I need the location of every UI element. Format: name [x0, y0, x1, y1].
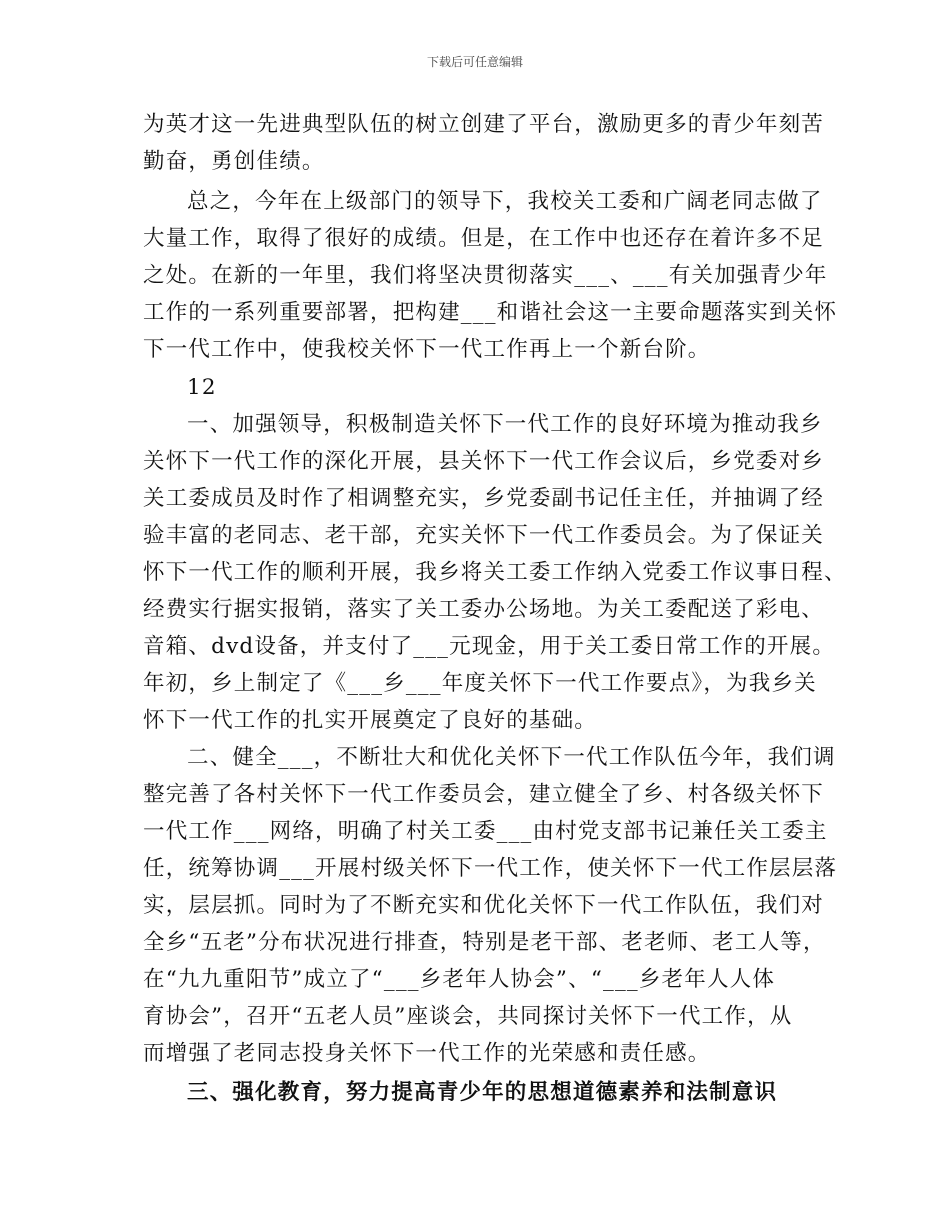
text-line: 一、加强领导，积极制造关怀下一代工作的良好环境为推动我乡: [187, 412, 823, 437]
text-line: 任，统筹协调___开展村级关怀下一代工作，使关怀下一代工作层层落: [143, 856, 838, 881]
text-line: 总之，今年在上级部门的领导下，我校关工委和广阔老同志做了: [187, 189, 823, 214]
text-line: 经费实行据实报销，落实了关工委办公场地。为关工委配送了彩电、: [143, 597, 825, 622]
text-line: 验丰富的老同志、老干部，充实关怀下一代工作委员会。为了保证关: [143, 523, 825, 548]
text-line: 大量工作，取得了很好的成绩。但是，在工作中也还存在着许多不足: [143, 226, 825, 251]
section-heading: 三、强化教育，努力提高青少年的思想道德素养和法制意识: [187, 1080, 778, 1105]
text-line: 下一代工作中，使我校关怀下一代工作再上一个新台阶。: [143, 337, 711, 362]
text-line: 怀下一代工作的顺利开展，我乡将关工委工作纳入党委工作议事日程、: [143, 560, 847, 585]
text-line: 之处。在新的一年里，我们将坚决贯彻落实___、___有关加强青少年: [143, 263, 828, 288]
text-line: 关怀下一代工作的深化开展，县关怀下一代工作会议后，乡党委对乡: [143, 449, 825, 474]
section-number: 12: [187, 375, 217, 400]
text-line: 勤奋，勇创佳绩。: [143, 149, 325, 174]
text-line: 在“九九重阳节”成立了“___乡老年人协会”、“___乡老年人人体: [143, 967, 776, 992]
text-line: 音箱、dvd设备，并支付了___元现金，用于关工委日常工作的开展。: [143, 634, 836, 659]
text-line: 怀下一代工作的扎实开展奠定了良好的基础。: [143, 708, 598, 733]
text-line: 全乡“五老”分布状况进行排查，特别是老干部、老老师、老工人等，: [143, 930, 826, 955]
text-line: 工作的一系列重要部署，把构建___和谐社会这一主要命题落实到关怀: [143, 300, 838, 325]
text-line: 实，层层抓。同时为了不断充实和优化关怀下一代工作队伍，我们对: [143, 893, 825, 918]
text-line: 年初，乡上制定了《___乡___年度关怀下一代工作要点》，为我乡关: [143, 671, 817, 696]
text-line: 关工委成员及时作了相调整充实，乡党委副书记任主任，并抽调了经: [143, 486, 825, 511]
text-line: 二、健全___，不断壮大和优化关怀下一代工作队伍今年，我们调: [187, 745, 836, 770]
text-line: 一代工作___网络，明确了村关工委___由村党支部书记兼任关工委主: [143, 819, 828, 844]
text-line: 整完善了各村关怀下一代工作委员会，建立健全了乡、村各级关怀下: [143, 782, 825, 807]
text-line: 而增强了老同志投身关怀下一代工作的光荣感和责任感。: [143, 1041, 711, 1066]
text-line: 育协会”，召开“五老人员”座谈会，共同探讨关怀下一代工作，从: [143, 1004, 793, 1029]
text-line: 为英才这一先进典型队伍的树立创建了平台，激励更多的青少年刻苦: [143, 112, 825, 137]
page-header: 下载后可任意编辑: [426, 55, 523, 69]
